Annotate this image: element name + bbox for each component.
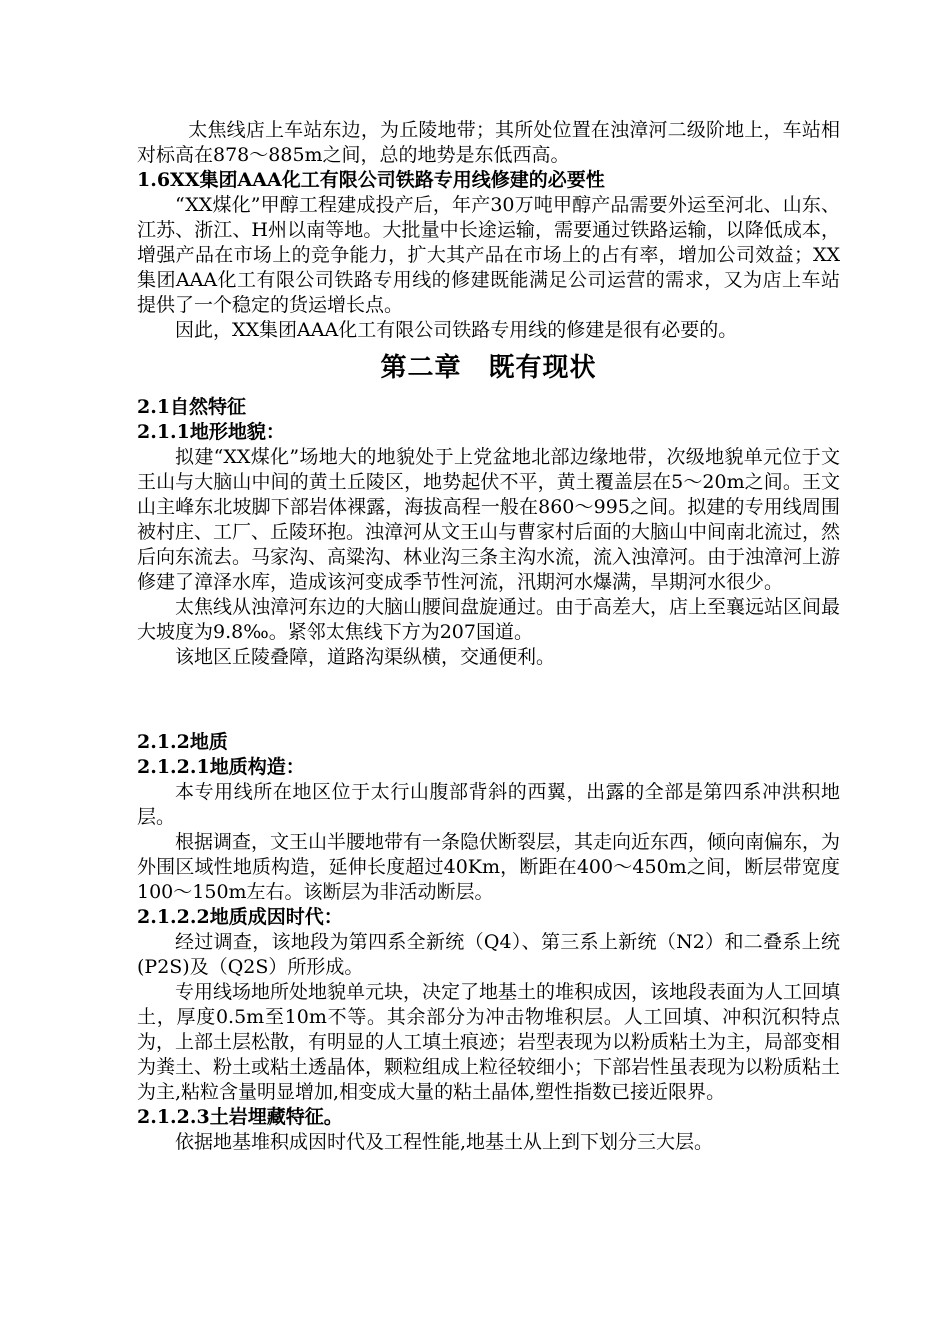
- paragraph-1-6-a: “XX煤化”甲醇工程建成投产后，年产30万吨甲醇产品需要外运至河北、山东、江苏、浙江、H州以南等地。大批量中长途运输，需要通过铁路运输，以降低成本，增强产品在市场上的竞争能力，扩大其产品在市场上的占有率，增加公司效益；XX集团AAA化工有限公司铁路专用线的修建既能满足公司运营的需求，又为店上车站提供了一个稳定的货运增长点。: [137, 194, 840, 316]
- heading-2-1-2-1: 2.1.2.1地质构造：: [137, 756, 305, 778]
- paragraph-2-1-2-1-a: 本专用线所在地区位于太行山腹部背斜的西翼，出露的全部是第四系冲洪积地层。: [137, 781, 840, 828]
- paragraph-1-6-b: 因此，XX集团AAA化工有限公司铁路专用线的修建是很有必要的。: [175, 319, 738, 341]
- paragraph-2-1-1-c: 该地区丘陵叠障，道路沟渠纵横，交通便利。: [175, 646, 556, 668]
- spacer: [137, 670, 840, 730]
- heading-2-1: 2.1自然特征: [137, 396, 247, 418]
- heading-2-1-2-3: 2.1.2.3土岩埋藏特征。: [137, 1106, 343, 1128]
- paragraph-intro: 太焦线店上车站东边，为丘陵地带；其所处位置在浊漳河二级阶地上，车站相对标高在878～885m之间，总的地势是东低西高。: [137, 119, 840, 166]
- heading-2-1-1: 2.1.1地形地貌：: [137, 421, 285, 443]
- chapter-title: 第二章 既有现状: [380, 353, 597, 383]
- heading-2-1-2: 2.1.2地质: [137, 731, 228, 753]
- paragraph-2-1-1-b: 太焦线从浊漳河东边的大脑山腰间盘旋通过。由于高差大，店上至襄远站区间最大坡度为9.8‰。紧邻太焦线下方为207国道。: [137, 596, 841, 643]
- heading-2-1-2-2: 2.1.2.2地质成因时代：: [137, 906, 343, 928]
- paragraph-2-1-2-2-b: 专用线场地所处地貌单元块，决定了地基土的堆积成因，该地段表面为人工回填土，厚度0.5m至10m不等。其余部分为冲击物堆积层。人工回填、冲积沉积特点为，上部土层松散，有明显的人工填土痕迹；岩型表现为以粉质粘土为主，局部变相为粪土、粉土或粘土透晶体，颗粒组成上粒径较细小；下部岩性虽表现为以粉质粘土为主,粘粒含量明显增加,相变成大量的粘土晶体,塑性指数已接近限界。: [137, 981, 841, 1103]
- paragraph-2-1-2-2-a: 经过调查，该地段为第四系全新统（Q4）、第三系上新统（N2）和二叠系上统(P2S)及（Q2S）所形成。: [137, 931, 840, 978]
- heading-1-6: 1.6XX集团AAA化工有限公司铁路专用线修建的必要性: [137, 169, 605, 191]
- paragraph-2-1-2-1-b: 根据调查，文王山半腰地带有一条隐伏断裂层，其走向近东西，倾向南偏东，为外围区域性地质构造，延伸长度超过40Km，断距在400～450m之间，断层带宽度100～150m左右。该断层为非活动断层。: [137, 831, 841, 903]
- paragraph-2-1-2-3-a: 依据地基堆积成因时代及工程性能,地基土从上到下划分三大层。: [175, 1131, 714, 1153]
- paragraph-2-1-1-a: 拟建“XX煤化”场地大的地貌处于上党盆地北部边缘地带，次级地貌单元位于文王山与大脑山中间的黄土丘陵区，地势起伏不平，黄土覆盖层在5～20m之间。王文山主峰东北坡脚下部岩体裸露，海拔高程一般在860～995之间。拟建的专用线周围被村庄、工厂、丘陵环抱。浊漳河从文王山与曹家村后面的大脑山中间南北流过，然后向东流去。马家沟、高粱沟、林业沟三条主沟水流，流入浊漳河。由于浊漳河上游修建了漳泽水库，造成该河变成季节性河流，汛期河水爆满，旱期河水很少。: [137, 446, 841, 593]
